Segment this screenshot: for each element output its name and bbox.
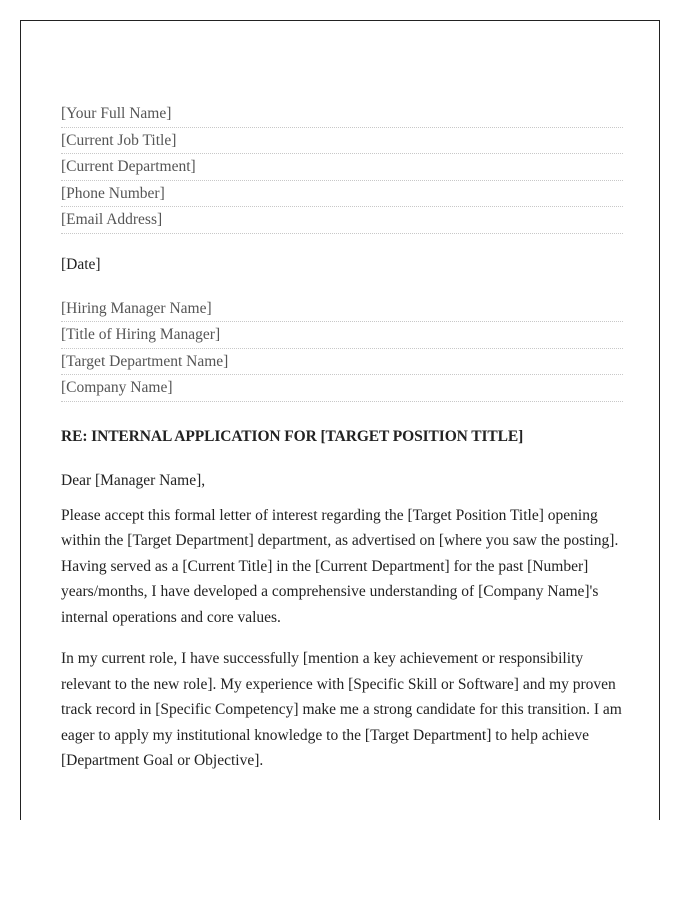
recipient-manager-title: [Title of Hiring Manager] <box>61 322 623 349</box>
sender-job-title: [Current Job Title] <box>61 128 623 155</box>
recipient-block <box>61 296 623 402</box>
subject-line: RE: INTERNAL APPLICATION FOR [TARGET POSITION TITLE] <box>61 427 524 445</box>
body-paragraph-2: In my current role, I have successfully [mention a key achievement or responsibility relevant to the new role]. My experience with [Specific Skill or Software] and my proven track record in [Specific Competency] make me a strong candidate for this transition. I am eager to apply my institutional knowledge to the [Target Department] to help achieve [Department Goal or Objective]. <box>61 649 622 770</box>
recipient-department: [Target Department Name] <box>61 349 623 376</box>
letter-date: [Date] <box>61 255 101 273</box>
letter-page <box>20 20 660 820</box>
recipient-company: [Company Name] <box>61 375 623 402</box>
letter-content <box>61 101 623 789</box>
recipient-manager-name: [Hiring Manager Name] <box>61 296 623 323</box>
sender-full-name: [Your Full Name] <box>61 101 623 128</box>
sender-block <box>61 101 623 234</box>
body-paragraph-1: Please accept this formal letter of interest regarding the [Target Position Title] opening within the [Target Department] department, as advertised on [where you saw the posting]. Having served as a [Current Title] in the [Current Department] for the past [Number] years/months, I have developed a comprehensive understanding of [Company Name]'s internal operations and core values. <box>61 506 619 626</box>
sender-phone: [Phone Number] <box>61 181 623 208</box>
sender-email: [Email Address] <box>61 207 623 234</box>
sender-department: [Current Department] <box>61 154 623 181</box>
salutation: Dear [Manager Name], <box>61 471 206 489</box>
